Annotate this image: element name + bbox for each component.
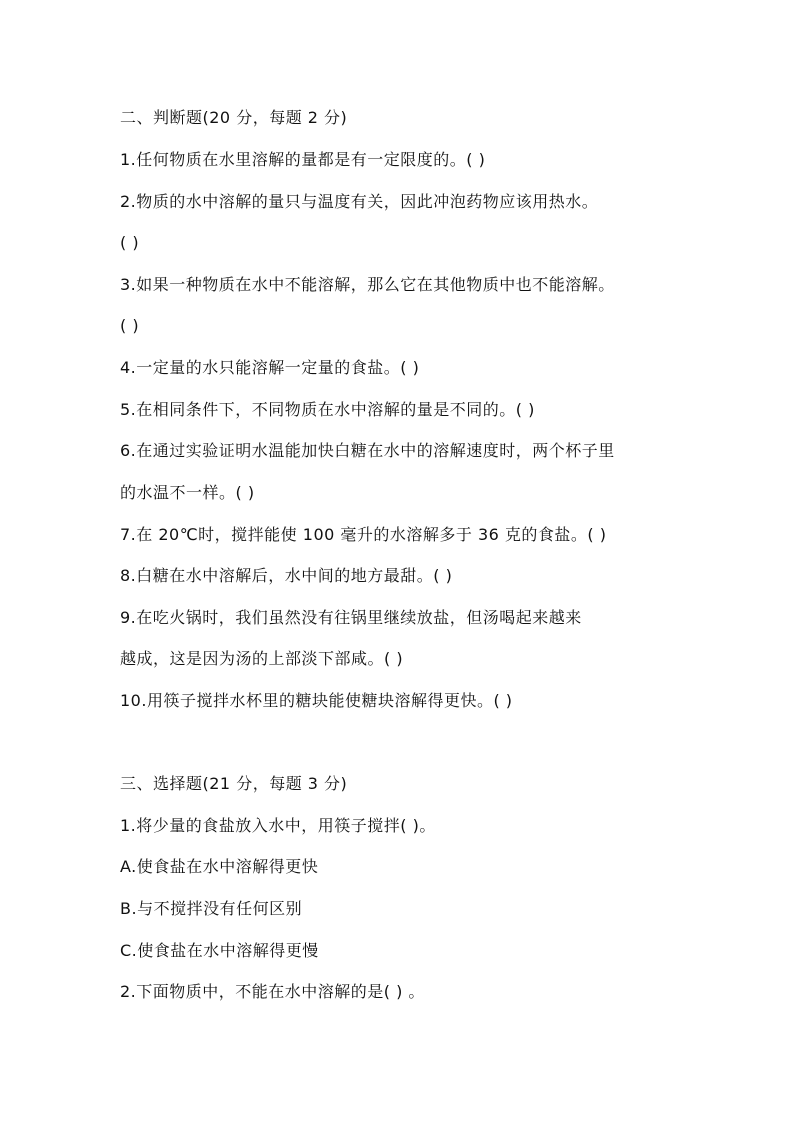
- choice-question-1-option-c: C.使食盐在水中溶解得更慢: [120, 941, 319, 960]
- judge-question-2: 2.物质的水中溶解的量只与温度有关，因此冲泡药物应该用热水。: [120, 192, 599, 211]
- judge-question-9: 9.在吃火锅时，我们虽然没有往锅里继续放盐，但汤喝起来越来: [120, 608, 582, 627]
- judge-question-6: 6.在通过实验证明水温能加快白糖在水中的溶解速度时，两个杯子里: [120, 441, 615, 460]
- judge-question-5: 5.在相同条件下，不同物质在水中溶解的量是不同的。( ): [120, 400, 535, 419]
- section-3-heading: 三、选择题(21 分，每题 3 分): [120, 774, 348, 793]
- judge-question-2-answer: ( ): [120, 233, 140, 252]
- judge-question-10: 10.用筷子搅拌水杯里的糖块能使糖块溶解得更快。( ): [120, 691, 513, 710]
- choice-question-1-option-b: B.与不搅拌没有任何区别: [120, 899, 303, 918]
- choice-question-1-option-a: A.使食盐在水中溶解得更快: [120, 857, 319, 876]
- judge-question-6-cont: 的水温不一样。( ): [120, 483, 255, 502]
- judge-question-3-answer: ( ): [120, 316, 140, 335]
- judge-question-1: 1.任何物质在水里溶解的量都是有一定限度的。( ): [120, 150, 486, 169]
- judge-question-3: 3.如果一种物质在水中不能溶解，那么它在其他物质中也不能溶解。: [120, 275, 615, 294]
- judge-question-8: 8.白糖在水中溶解后，水中间的地方最甜。( ): [120, 566, 453, 585]
- judge-question-9-cont: 越成，这是因为汤的上部淡下部咸。( ): [120, 649, 404, 668]
- judge-question-7: 7.在 20℃时，搅拌能使 100 毫升的水溶解多于 36 克的食盐。( ): [120, 525, 607, 544]
- judge-question-4: 4.一定量的水只能溶解一定量的食盐。( ): [120, 358, 420, 377]
- choice-question-1: 1.将少量的食盐放入水中，用筷子搅拌( )。: [120, 816, 436, 835]
- section-2-heading: 二、判断题(20 分，每题 2 分): [120, 108, 348, 127]
- choice-question-2: 2.下面物质中，不能在水中溶解的是( ) 。: [120, 982, 425, 1001]
